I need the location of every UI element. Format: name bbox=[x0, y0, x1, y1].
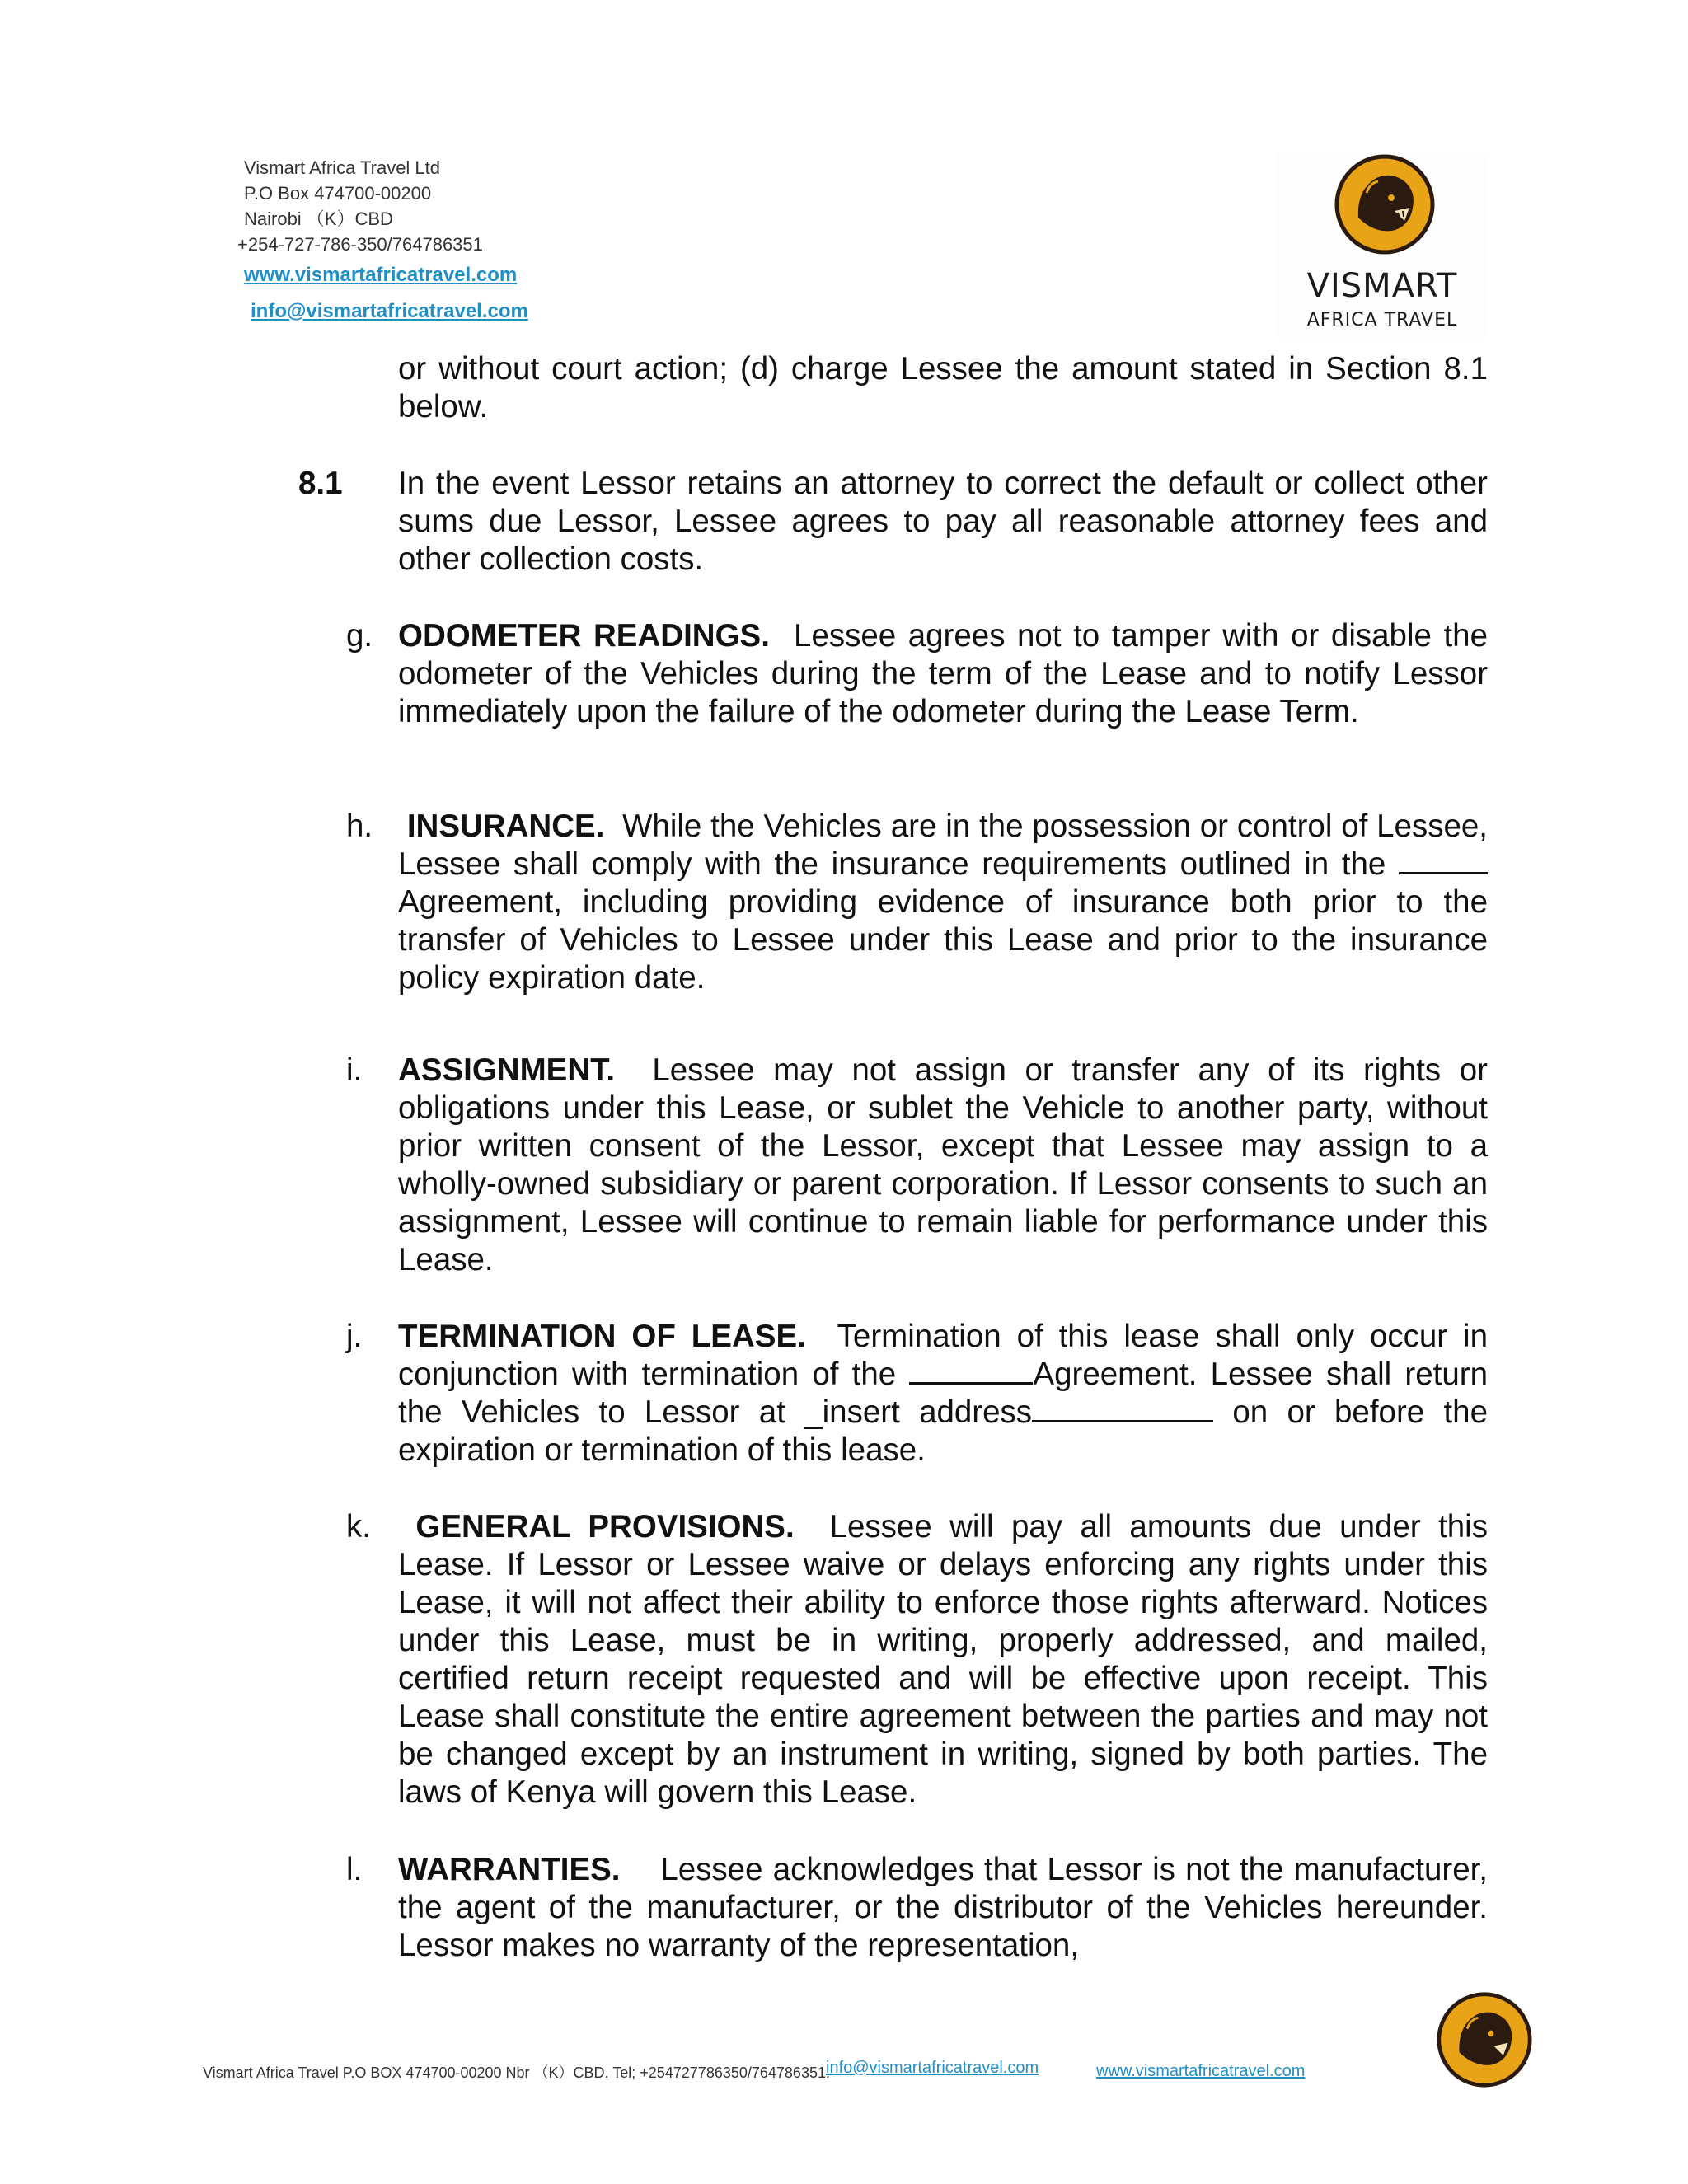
clause-text: on or before the expiration or termination of this lease. bbox=[398, 1394, 1488, 1468]
clause-assignment bbox=[398, 1052, 1488, 1279]
clause-insurance bbox=[398, 808, 1488, 997]
clause-text: Lessee agrees not to tamper with or disable the odometer of the Vehicles during the term of the Lease and to notify Lessor immediately upon the failure of the odometer during the Lease Term. bbox=[398, 618, 1488, 729]
letterhead-contact bbox=[237, 155, 528, 330]
city: Nairobi （K）CBD bbox=[244, 209, 393, 229]
continued-text: or without court action; (d) charge Lessee the amount stated in Section 8.1 below. bbox=[398, 351, 1488, 424]
clause-heading: ASSIGNMENT. bbox=[398, 1052, 616, 1088]
clause-heading: ODOMETER READINGS. bbox=[398, 618, 770, 654]
blank-line bbox=[1399, 847, 1488, 874]
clause-termination bbox=[398, 1318, 1488, 1469]
company-logo bbox=[1276, 153, 1489, 338]
blank-line bbox=[1032, 1395, 1213, 1422]
clause-text: Lessee acknowledges that Lessor is not the manufacturer, the agent of the manufacturer, or the distributor of the Vehicles hereunder. Lessor makes no warranty of the representation, bbox=[398, 1852, 1488, 1963]
logo-subtitle: AFRICA TRAVEL bbox=[1306, 310, 1458, 330]
page-footer bbox=[203, 2059, 1306, 2083]
company-name: Vismart Africa Travel Ltd bbox=[244, 157, 441, 178]
clause-marker-i: i. bbox=[346, 1052, 363, 1088]
clause-text: Termination of this lease shall only occur in conjunction with termination of the bbox=[398, 1319, 1488, 1392]
website-link[interactable]: www.vismartafricatravel.com bbox=[244, 264, 518, 286]
clause-text: Agreement. Lessee shall return the Vehicles to Lessor at _insert address bbox=[398, 1357, 1489, 1430]
phone-number: +254-727-786-350/764786351 bbox=[237, 234, 483, 255]
clause-heading: WARRANTIES. bbox=[398, 1852, 621, 1887]
section-8-1-text: In the event Lessor retains an attorney to correct the default or collect other sums due Lessor, Lessee agrees to pay all reasonable attorney fees and other collection costs. bbox=[398, 466, 1488, 577]
clause-marker-g: g. bbox=[346, 618, 373, 654]
bear-head-icon bbox=[1436, 1991, 1533, 2088]
clause-warranties bbox=[398, 1851, 1488, 1965]
clause-text: While the Vehicles are in the possession or control of Lessee, Lessee shall comply with the insurance requirements outlined in the bbox=[398, 808, 1488, 882]
continued-paragraph bbox=[398, 350, 1488, 426]
footer-website-link[interactable]: www.vismartafricatravel.com bbox=[1096, 2062, 1306, 2080]
logo-name: VISMART bbox=[1306, 267, 1458, 305]
clause-heading: INSURANCE. bbox=[406, 808, 605, 844]
clause-marker-j: j. bbox=[346, 1319, 363, 1354]
clause-marker-h: h. bbox=[346, 808, 373, 844]
po-box: P.O Box 474700-00200 bbox=[244, 183, 432, 204]
clause-text: Lessee will pay all amounts due under this Lease. If Lessor or Lessee waive or delays enforcing any rights under this Lease, it will not affect their ability to enforce those rights afterward. Notices under this Lease, must be in writing, properly addressed, and mailed, certified return receipt requested and will be effective upon receipt. This Lease shall constitute the entire agreement between the parties and may not be changed except by an instrument in writing, signed by both parties. The laws of Kenya will govern this Lease. bbox=[398, 1509, 1488, 1810]
clause-text: Lessee may not assign or transfer any of its rights or obligations under this Lease, or sublet the Vehicle to another party, without prior written consent of the Lessor, except that Lessee may assign to a wholly-owned subsidiary or parent corporation. If Lessor consents to such an assignment, Lessee will continue to remain liable for performance under this Lease. bbox=[398, 1052, 1488, 1277]
clause-marker-l: l. bbox=[346, 1852, 363, 1887]
section-number: 8.1 bbox=[298, 466, 343, 501]
clause-heading: TERMINATION OF LEASE. bbox=[398, 1319, 806, 1354]
clause-odometer bbox=[398, 617, 1488, 731]
clause-text: Agreement, including providing evidence of insurance both prior to the transfer of Vehicles to Lessee under this Lease and prior to the insurance policy expiration date. bbox=[398, 884, 1488, 996]
clause-general-provisions bbox=[398, 1508, 1488, 1811]
clause-marker-k: k. bbox=[346, 1509, 371, 1544]
section-8-1 bbox=[398, 465, 1488, 579]
email-link[interactable]: info@vismartafricatravel.com bbox=[251, 300, 528, 322]
blank-line bbox=[909, 1357, 1033, 1385]
bear-head-icon bbox=[1334, 153, 1436, 255]
footer-email-link[interactable]: info@vismartafricatravel.com bbox=[826, 2059, 1039, 2077]
clause-heading: GENERAL PROVISIONS. bbox=[415, 1509, 795, 1544]
footer-address: Vismart Africa Travel P.O BOX 474700-00200 Nbr （K）CBD. Tel; +254727786350/764786351. bbox=[203, 2064, 830, 2081]
